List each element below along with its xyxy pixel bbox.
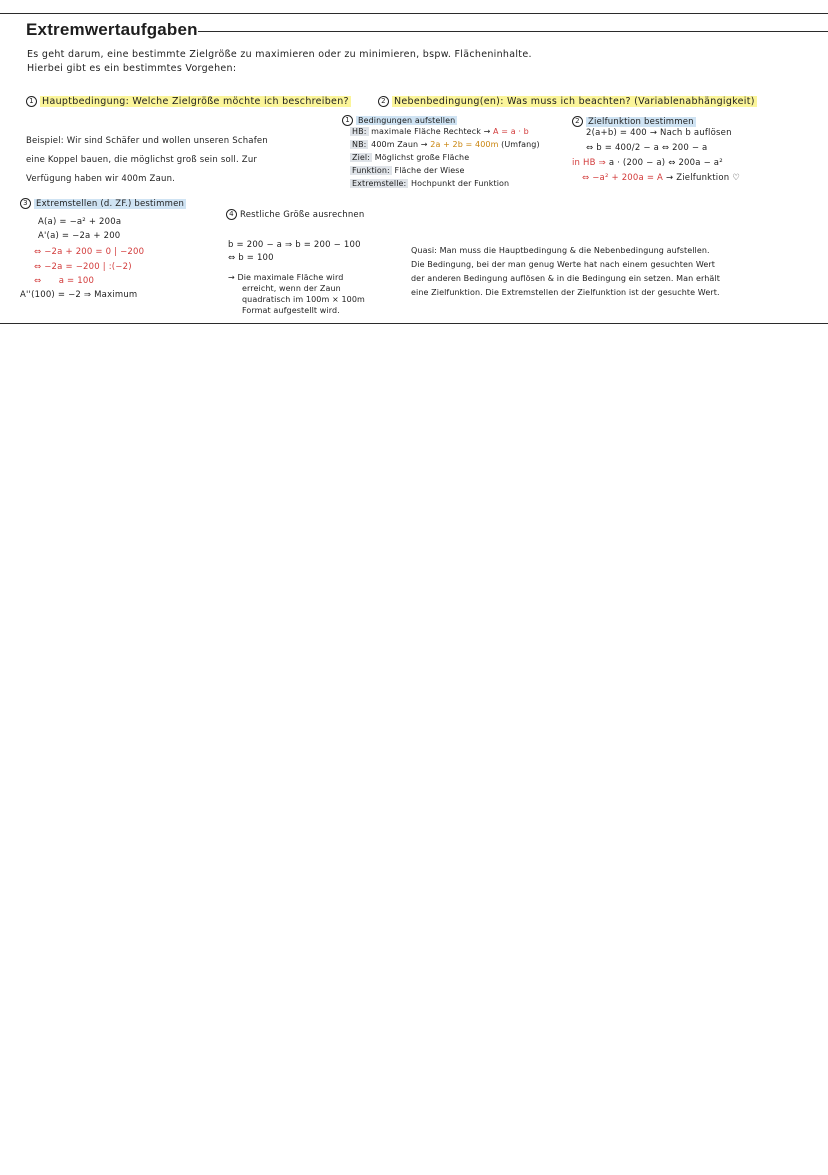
step1-header — [26, 96, 351, 107]
quasi-line-2: Die Bedingung, bei der man genug Werte hat nach einem gesuchten Wert — [411, 260, 716, 269]
conclusion-line-3: quadratisch im 100m × 100m — [242, 295, 365, 304]
quasi-line-3: der anderen Bedingung auflösen & in die Bedingung ein setzen. Man erhält — [411, 274, 720, 283]
title-rule — [198, 31, 828, 32]
restliche-number: 4 — [226, 209, 237, 220]
intro-line-2: Hierbei gibt es ein bestimmtes Vorgehen: — [27, 63, 237, 74]
extremstellen-line-1: A(a) = −a² + 200a — [38, 217, 122, 227]
conditions-header: 1 Bedingungen aufstellen — [342, 115, 540, 126]
quasi-summary — [411, 245, 720, 298]
top-rule — [0, 13, 828, 14]
restliche-line-1: b = 200 − a ⇒ b = 200 − 100 — [228, 240, 361, 250]
bottom-rule — [0, 323, 828, 324]
zielfunktion-number: 2 — [572, 116, 583, 127]
extremstellen-line-4: ⇔ −2a = −200 | :(−2) — [34, 262, 132, 272]
step1-text: Hauptbedingung: Welche Zielgröße möchte ich beschreiben? — [42, 96, 349, 107]
conclusion-line-2: erreicht, wenn der Zaun — [242, 284, 341, 293]
restliche-conclusion — [228, 272, 365, 316]
restliche-header: 4 Restliche Größe ausrechnen — [226, 209, 364, 220]
extremstellen-line-3: ⇔ −2a + 200 = 0 | −200 — [34, 247, 145, 257]
quasi-line-1: Quasi: Man muss die Hauptbedingung & die Nebenbedingung aufstellen. — [411, 246, 710, 255]
extremstelle-row: Extremstelle: Hochpunkt der Funktion — [352, 179, 510, 188]
zielfunktion-block — [572, 116, 740, 184]
step2-text: Nebenbedingung(en): Was muss ich beachten? (Variablenabhängigkeit) — [394, 96, 755, 107]
step1-number: 1 — [26, 96, 37, 107]
restliche-line-2: ⇔ b = 100 — [228, 253, 274, 263]
funktion-row: Funktion: Fläche der Wiese — [352, 166, 465, 175]
zielfunktion-header: 2 Zielfunktion bestimmen — [572, 116, 740, 128]
example-text — [26, 136, 268, 185]
example-line-1: Beispiel: Wir sind Schäfer und wollen unseren Schafen — [26, 136, 268, 146]
extremstellen-line-2: A'(a) = −2a + 200 — [38, 231, 121, 241]
extremstellen-line-6: A''(100) = −2 ⇒ Maximum — [20, 290, 138, 300]
zielfunktion-line-3: in HB ⇒ a · (200 − a) ⇔ 200a − a² — [572, 158, 723, 168]
step2-number: 2 — [378, 96, 389, 107]
extremstellen-header: 3 Extremstellen (d. ZF.) bestimmen — [20, 198, 186, 209]
intro-line-1: Es geht darum, eine bestimmte Zielgröße zu maximieren oder zu minimieren, bspw. Flächeninhalte. — [27, 49, 532, 60]
zielfunktion-line-2: ⇔ b = 400/2 − a ⇔ 200 − a — [586, 143, 708, 153]
conditions-number: 1 — [342, 115, 353, 126]
step2-header — [378, 96, 757, 107]
conclusion-line-4: Format aufgestellt wird. — [242, 306, 340, 315]
quasi-line-4: eine Zielfunktion. Die Extremstellen der Zielfunktion ist der gesuchte Wert. — [411, 288, 720, 297]
extremstellen-line-5: ⇔ a = 100 — [34, 276, 95, 286]
page-title: Extremwertaufgaben — [26, 20, 198, 39]
zielfunktion-line-4: ⇔ −a² + 200a = A → Zielfunktion ♡ — [582, 173, 741, 183]
ziel-row: Ziel: Möglichst große Fläche — [352, 153, 470, 162]
example-line-2: eine Koppel bauen, die möglichst groß sein soll. Zur — [26, 155, 258, 165]
extremstellen-number: 3 — [20, 198, 31, 209]
hb-row: HB: maximale Fläche Rechteck → A = a · b — [352, 127, 529, 136]
example-line-3: Verfügung haben wir 400m Zaun. — [26, 174, 176, 184]
nb-row: NB: 400m Zaun → 2a + 2b = 400m (Umfang) — [352, 140, 540, 149]
conditions-block — [342, 115, 540, 189]
zielfunktion-line-1: 2(a+b) = 400 → Nach b auflösen — [586, 128, 732, 138]
conclusion-line-1: → Die maximale Fläche wird — [228, 273, 344, 282]
